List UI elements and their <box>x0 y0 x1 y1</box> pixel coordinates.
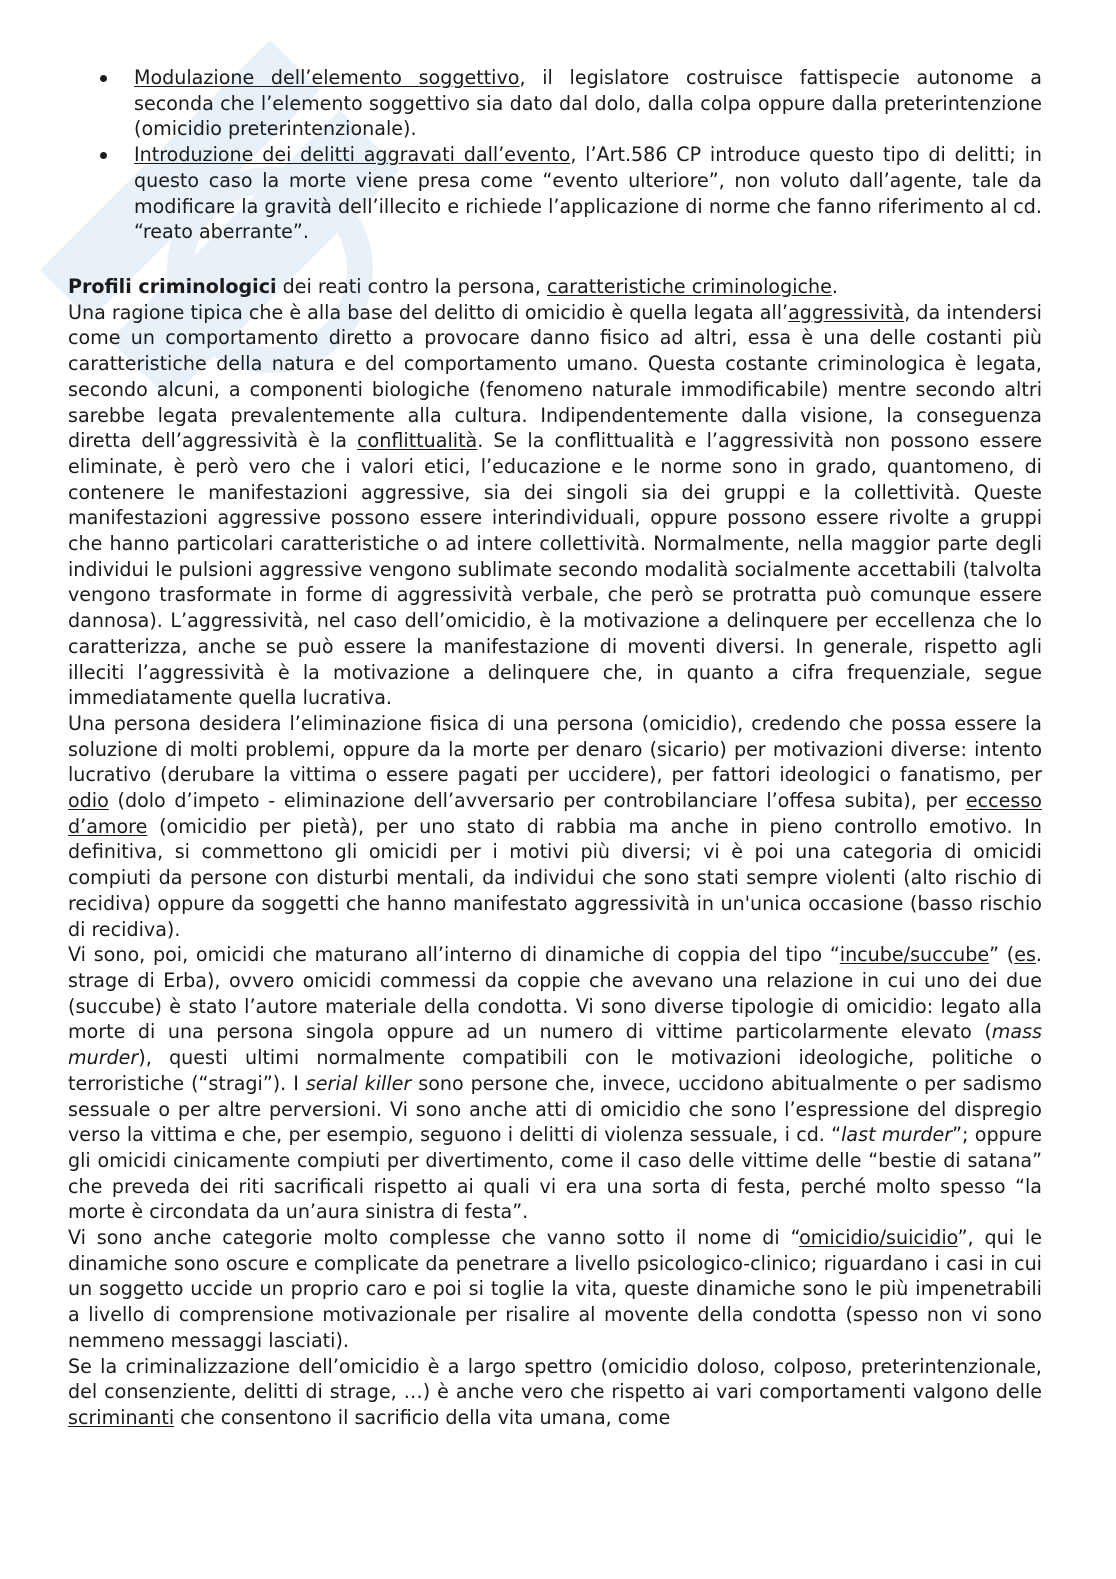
list-item <box>98 142 1042 245</box>
document-body <box>68 274 1042 1431</box>
term-serial-killer: serial killer <box>305 1071 412 1095</box>
section-heading <box>68 274 1042 300</box>
paragraph-aggressivita: Una ragione tipica che è alla base del delitto di omicidio è quella legata all’aggressività, da intendersi come un comportamento diretto a provocare danno fisico ad altri, essa è una delle costanti più caratteristiche della natura e del comportamento umano. Questa costante criminologica è legata, secondo alcuni, a componenti biologiche (fenomeno naturale immodificabile) mentre secondo altri sarebbe legata prevalentemente alla cultura. Indipendentemente dalla visione, la conseguenza diretta dell’aggressività è la conflittualità. Se la conflittualità e l’aggressività non possono essere eliminate, è però vero che i valori etici, l’educazione e le norme sono in grado, quantomeno, di contenere le manifestazioni aggressive, sia dei singoli sia dei gruppi e la collettività. Queste manifestazioni aggressive possono essere interindividuali, oppure possono essere rivolte a gruppi che hanno particolari caratteristiche o ad intere collettività. Normalmente, nella maggior parte degli individui le pulsioni aggressive vengono sublimate secondo modalità socialmente accettabili (talvolta vengono trasformate in forme di aggressività verbale, che però se protratta può comunque essere dannosa). L’aggressività, nel caso dell’omicidio, è la motivazione a delinquere per eccellenza che lo caratterizza, anche se può essere la manifestazione di moventi diversi. In generale, rispetto agli illeciti l’aggressività è la motivazione a delinquere che, in quanto a cifra frequenziale, segue immediatamente quella lucrativa. <box>68 300 1043 710</box>
heading-text: dei reati contro la persona, <box>276 275 547 298</box>
bullet-term: Introduzione dei delitti aggravati dall’evento <box>134 143 571 167</box>
bullet-icon <box>100 75 107 82</box>
term-conflittualita: conflittualità <box>357 429 478 453</box>
bullet-term: Modulazione dell’elemento soggettivo <box>134 66 520 89</box>
term-aggressivita: aggressività <box>788 300 905 324</box>
list-item <box>98 65 1042 142</box>
term-odio: odio <box>68 789 109 813</box>
heading-end: . <box>831 275 838 298</box>
term-scriminanti: scriminanti <box>68 1405 175 1429</box>
bullet-text: , l’Art.586 CP introduce questo tipo di delitti; in questo caso la morte viene presa come “evento ulteriore”, non voluto dall’agente, tale da modificare la gravità dell’illecito e richiede l’applicazione di norme che fanno riferimento al cd. “reato aberrante”. <box>134 143 1042 244</box>
term-mass-murder: mass murder <box>68 1020 1042 1070</box>
term-es: es <box>1014 943 1036 967</box>
bullet-list <box>98 65 1042 245</box>
term-omicidio-suicidio: omicidio/suicidio <box>799 1226 958 1250</box>
term-incube-succube: incube/succube <box>839 943 990 967</box>
paragraph-scriminanti: Se la criminalizzazione dell’omicidio è a largo spettro (omicidio doloso, colposo, preterintenzionale, del consenziente, delitti di strage, …) è anche vero che rispetto ai vari comportamenti valgono delle scriminanti che consentono il sacrificio della vita umana, come <box>68 1354 1042 1429</box>
term-eccesso-amore: eccesso d’amore <box>68 789 1042 838</box>
paragraph-tipologie: Vi sono, poi, omicidi che maturano all’interno di dinamiche di coppia del tipo “incube/succube” (es. strage di Erba), ovvero omicidi commessi da coppie che avevano una relazione in cui uno dei due (succube) è stato l’autore materiale della condotta. Vi sono diverse tipologie di omicidio: legato alla morte di una persona singola oppure ad un numero di vittime particolarmente elevato (mass murder), questi ultimi normalmente compatibili con le motivazioni ideologiche, politiche o terroristiche (“stragi”). I serial killer sono persone che, invece, uccidono abitualmente o per sadismo sessuale o per altre perversioni. Vi sono anche atti di omicidio che sono l’espressione del dispregio verso la vittima e che, per esempio, seguono i delitti di violenza sessuale, i cd. “last murder”; oppure gli omicidi cinicamente compiuti per divertimento, come il caso delle vittime delle “bestie di satana” che preveda dei riti sacrificali rispetto ai quali vi era una sorta di festa, perché molto spesso “la morte è circondata da un’aura sinistra di festa”. <box>68 943 1043 1224</box>
heading-bold: Profili criminologici <box>68 275 277 298</box>
paragraph-omicidio-suicidio: Vi sono anche categorie molto complesse che vanno sotto il nome di “omicidio/suicidio”, qui le dinamiche sono oscure e complicate da penetrare a livello psicologico-clinico; riguardano i casi in cui un soggetto uccide un proprio caro e poi si toglie la vita, queste dinamiche sono le più impenetrabili a livello di comprensione motivazionale per risalire al movente della condotta (spesso non vi sono nemmeno messaggi lasciati). <box>68 1226 1042 1352</box>
bullet-icon <box>100 152 107 159</box>
bullet-text: , il legislatore costruisce fattispecie autonome a seconda che l’elemento soggettivo sia dato dal dolo, dalla colpa oppure dalla preterintenzione (omicidio preterintenzionale). <box>134 66 1042 141</box>
paragraph-motivazioni: Una persona desidera l’eliminazione fisica di una persona (omicidio), credendo che possa essere la soluzione di molti problemi, oppure da la morte per denaro (sicario) per motivazioni diverse: intento lucrativo (derubare la vittima o essere pagati per uccidere), per fattori ideologici o fanatismo, per odio (dolo d’impeto - eliminazione dell’avversario per controbilanciare l’offesa subita), per eccesso d’amore (omicidio per pietà), per uno stato di rabbia ma anche in pieno controllo emotivo. In definitiva, si commettono gli omicidi per i motivi più diversi; vi è poi una categoria di omicidi compiuti da persone con disturbi mentali, da individui che sono stati sempre violenti (alto rischio di recidiva) oppure da soggetti che hanno manifestato aggressività in un'unica occasione (basso rischio di recidiva). <box>68 711 1042 941</box>
heading-underlined: caratteristiche criminologiche <box>546 275 832 298</box>
term-last-murder: last murder <box>841 1123 953 1147</box>
